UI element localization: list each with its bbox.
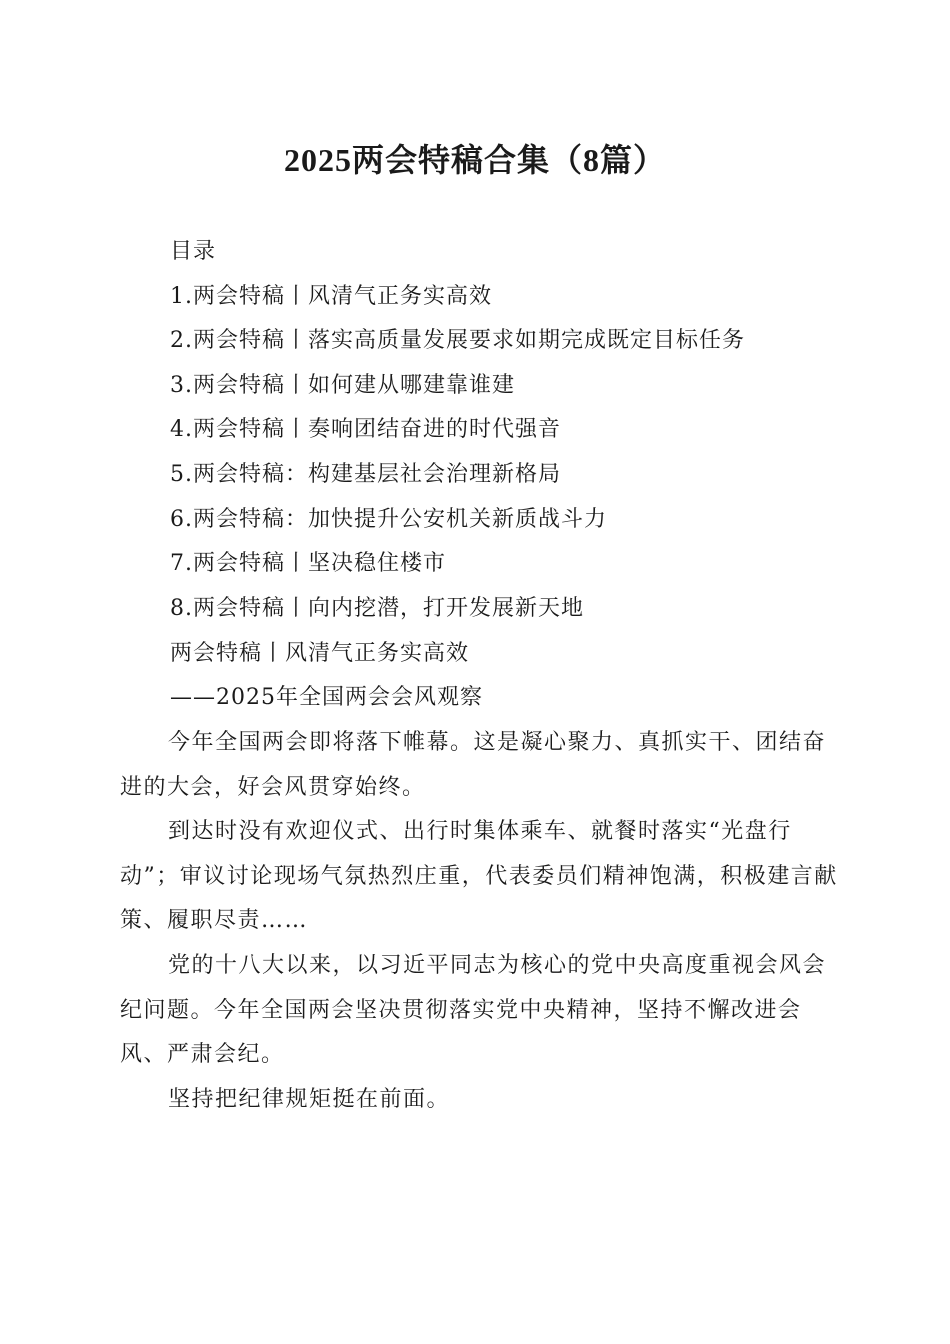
- article-paragraph: 今年全国两会即将落下帷幕。这是凝心聚力、真抓实干、团结奋进的大会，好会风贯穿始终。: [120, 730, 827, 800]
- article-subheading: ——2025年全国两会会风观察: [170, 685, 483, 710]
- article-paragraph: 坚持把纪律规矩挺在前面。: [168, 1087, 451, 1112]
- toc-item: 7.两会特稿丨坚决稳住楼市: [170, 551, 446, 576]
- article-heading: 两会特稿丨风清气正务实高效: [170, 641, 470, 666]
- toc-item: 4.两会特稿丨奏响团结奋进的时代强音: [170, 417, 561, 442]
- toc-heading: 目录: [170, 239, 217, 264]
- toc-item: 1.两会特稿丨风清气正务实高效: [170, 284, 492, 309]
- toc-item: 6.两会特稿：加快提升公安机关新质战斗力: [170, 507, 607, 532]
- document-title: 2025两会特稿合集（8篇）: [283, 142, 666, 178]
- toc-item: 2.两会特稿丨落实高质量发展要求如期完成既定目标任务: [170, 328, 745, 353]
- toc-item: 8.两会特稿丨向内挖潜，打开发展新天地: [170, 596, 584, 621]
- article-paragraph: 到达时没有欢迎仪式、出行时集体乘车、就餐时落实“光盘行动”；审议讨论现场气氛热烈庄重，代表委员们精神饱满，积极建言献策、履职尽责……: [120, 819, 838, 933]
- article-paragraph: 党的十八大以来，以习近平同志为核心的党中央高度重视会风会纪问题。今年全国两会坚决贯彻落实党中央精神，坚持不懈改进会风、严肃会纪。: [120, 953, 827, 1067]
- toc-item: 3.两会特稿丨如何建从哪建靠谁建: [170, 373, 515, 398]
- toc-item: 5.两会特稿：构建基层社会治理新格局: [170, 462, 561, 487]
